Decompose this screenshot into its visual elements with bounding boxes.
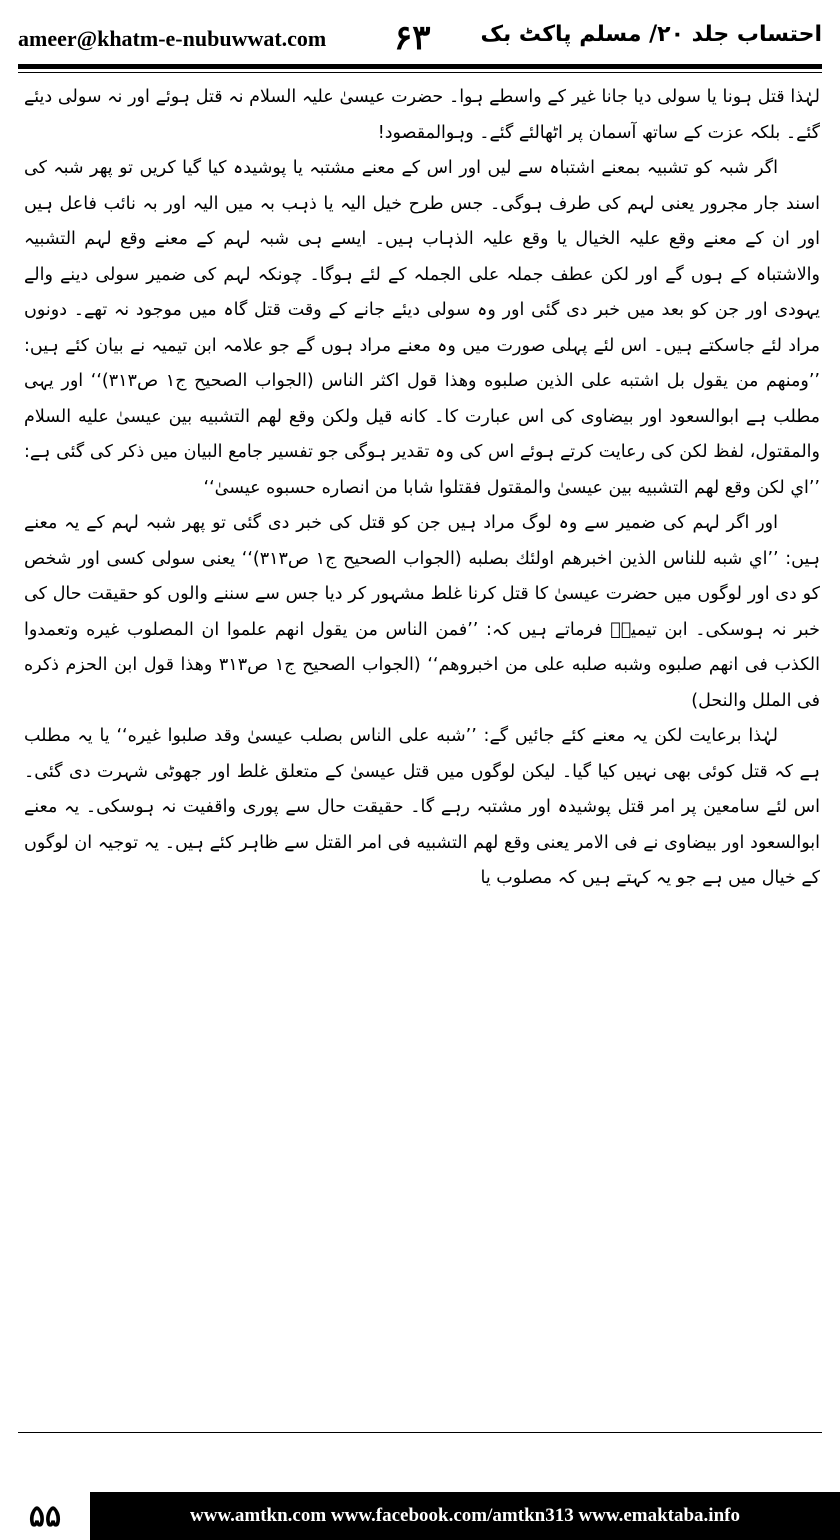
footer-rule <box>18 1432 822 1433</box>
paragraph-1: لہٰذا قتل ہونا یا سولی دیا جانا غیر کے واسطے ہوا۔ حضرت عیسیٰ علیہ السلام نہ قتل ہوئے اور نہ سولی دیئے گئے۔ بلکہ عزت کے ساتھ آسمان پر اٹھالئے گئے۔ وہوالمقصود! <box>24 87 820 143</box>
paragraph-2: اگر شبہ کو تشبیہ بمعنے اشتباہ سے لیں اور اس کے معنے مشتبہ یا پوشیدہ کیا گیا کریں تو پھر شبہ کی اسند جار مجرور یعنی لہم کی طرف ہوگی۔ جس طرح خیل الیہ یا ذہب بہ میں الیہ اور بہ نائب فاعل ہیں اور ان کے معنے وقع علیہ الخیال یا وقع علیہ الذہاب ہیں۔ ایسے ہی شبہ لہم کے معنے وقع لہم التشبیہ والاشتباہ کے ہوں گے اور لکن عطف جملہ علی الجملہ کے لئے ہوگا۔ چونکہ لہم کی ضمیر سولی دینے والے یہودی اور جن کو بعد میں خبر دی گئی اور وہ سولی دیئے جانے کے وقت قتل گاہ میں موجود نہ تھے۔ دونوں مراد لئے جاسکتے ہیں۔ اس لئے پہلی صورت میں وہ معنے مراد ہوں گے جو علامہ ابن تیمیہ نے بیان کئے ہیں: ’’ومنهم من يقول بل اشتبه على الذين صلبوه وهذا قول اكثر الناس (الجواب الصحيح ج۱ ص۳۱۳)‘‘ اور یہی مطلب ہے ابوالسعود اور بیضاوی کی اس عبارت کا۔ كانه قيل ولكن وقع لهم التشبيه بين عيسىٰ عليه السلام والمقتول، لفظ لکن کی رعایت کرتے ہوئے اس کی وہ تقدیر ہوگی جو تفسیر جامع البیان میں ذکر کی گئی ہے: ’’اي لكن وقع لهم التشبيه بين عيسىٰ والمقتول فقتلوا شابا من انصاره حسبوه عيسىٰ‘‘ <box>24 158 820 498</box>
paragraph-3: اور اگر لہم کی ضمیر سے وہ لوگ مراد ہیں جن کو قتل کی خبر دی گئی تو پھر شبہ لہم کے یہ معنے ہیں: ’’اي شبه للناس الذين اخبرهم اولئك بصلبه (الجواب الصحيح ج۱ ص۳۱۳)‘‘ یعنی سولی کسی اور شخص کو دی اور لوگوں میں حضرت عیسیٰ کا قتل کرنا غلط مشہور کر دیا جس سے سننے والوں کو حقیقت حال کی خبر نہ ہوسکی۔ ابن تیمیہؒ فرماتے ہیں کہ: ’’فمن الناس من يقول انهم علموا ان المصلوب غيره وتعمدوا الكذب فى انهم صلبوه وشبه صلبه على من اخبروهم‘‘ (الجواب الصحيح ج۱ ص۳۱۳ وهذا قول ابن الحزم ذكره فى الملل والنحل) <box>24 513 820 711</box>
footer-page-number: ۵۵ <box>0 1492 90 1540</box>
paragraph-4: لہٰذا برعایت لکن یہ معنے کئے جائیں گے: ’’شبه على الناس بصلب عيسىٰ وقد صلبوا غيره‘‘ یا یہ مطلب ہے کہ قتل کوئی بھی نہیں کیا گیا۔ لیکن لوگوں میں قتل عیسیٰ کے متعلق غلط اور جھوٹی شہرت دی گئی۔ اس لئے سامعین پر امر قتل پوشیدہ اور مشتبہ رہے گا۔ حقیقت حال سے پوری واقفیت نہ ہوسکی۔ یہ معنے ابوالسعود اور بیضاوی نے فی الامر یعنی وقع لهم التشبيه فى امر القتل سے ظاہر کئے ہیں۔ یہ توجیہ ان لوگوں کے خیال میں ہے جو یہ کہتے ہیں کہ مصلوب یا <box>24 726 820 888</box>
header-page-number: ۶۳ <box>394 18 431 58</box>
footer-links: www.amtkn.com www.facebook.com/amtkn313 www.emaktaba.info <box>90 1492 840 1540</box>
header-rule-thick <box>18 64 822 69</box>
header-rule-thin <box>18 72 822 73</box>
page-footer <box>0 1492 840 1540</box>
page-body <box>24 80 820 1412</box>
header-book-title: احتساب جلد ۲۰/ مسلم پاکٹ بک <box>480 22 822 47</box>
header-email: ameer@khatm-e-nubuwwat.com <box>18 26 327 51</box>
page-header <box>18 18 822 62</box>
